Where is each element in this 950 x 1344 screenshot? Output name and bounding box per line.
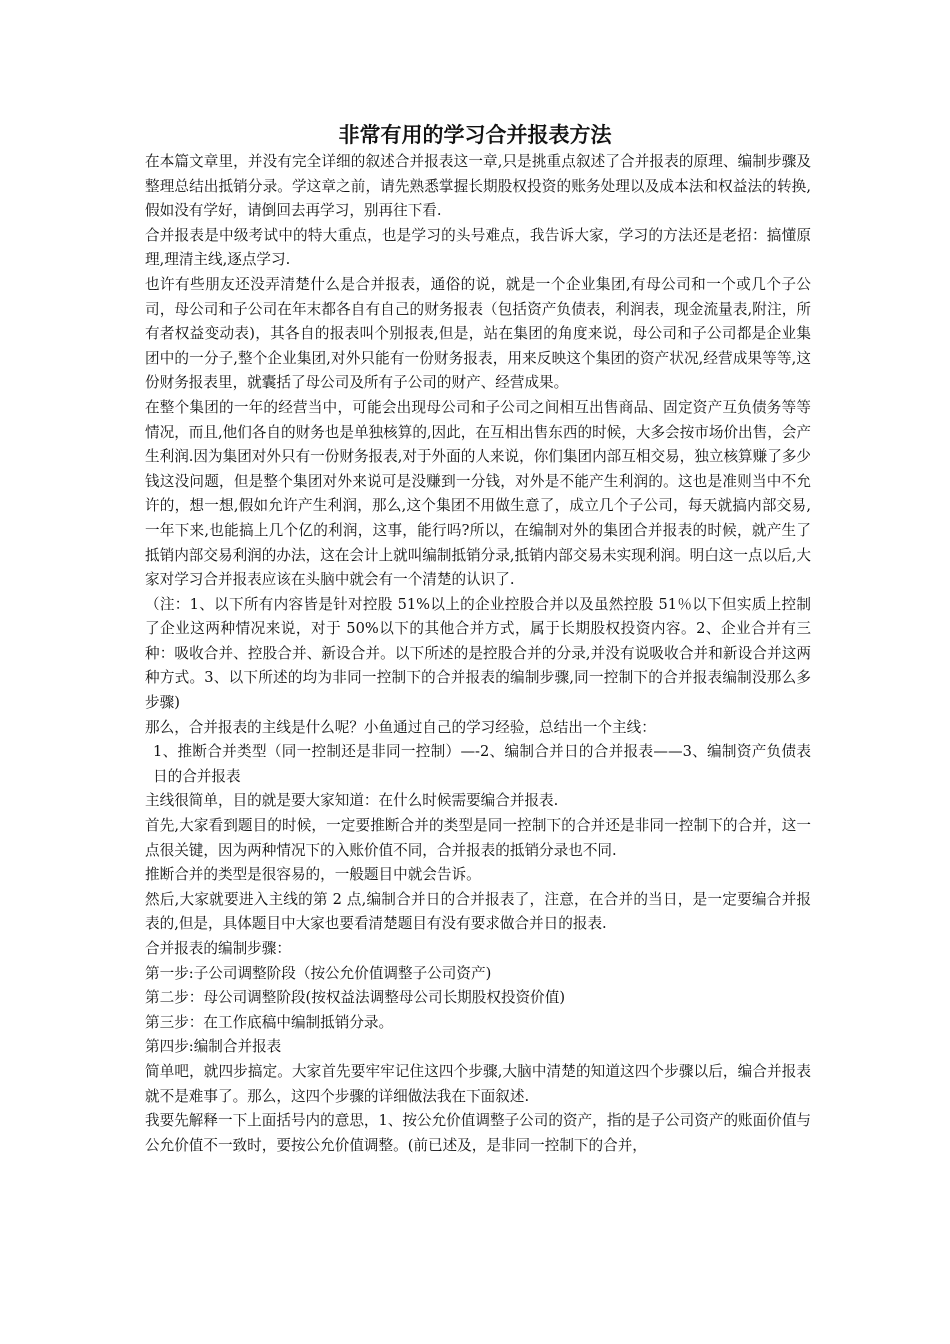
paragraph-steps-heading: 合并报表的编制步骤： bbox=[145, 940, 291, 957]
paragraph-key-point: 合并报表是中级考试中的特大重点，也是学习的头号难点，我告诉大家，学习的方法还是老招：搞懂原理,理清主线,逐点学习. bbox=[145, 226, 811, 269]
document-title: 非常有用的学习合并报表方法 bbox=[338, 123, 612, 147]
paragraph-note: （注：1、以下所有内容皆是针对控股 51%以上的企业控股合并以及虽然控股 51％以下但实质上控制了企业这两种情况来说，对于 50%以下的其他合并方式，属于长期股权投资内容。2、企业合并有三种：吸收合并、控股合并、新设合并。以下所述的是控股合并的分录,并没有说吸收合并和新设合并这两种方式。3、以下所述的均为非同一控制下的合并报表的编制步骤,同一控制下的合并报表编制没那么多步骤) bbox=[145, 595, 811, 712]
paragraph-step-3: 第三步：在工作底稿中编制抵销分录。 bbox=[145, 1013, 394, 1031]
paragraph-judge-easy: 推断合并的类型是很容易的，一般题目中就会告诉。 bbox=[145, 866, 481, 884]
paragraph-step-2: 第二步：母公司调整阶段(按权益法调整母公司长期股权投资价值) bbox=[145, 989, 566, 1007]
paragraph-summary: 简单吧，就四步搞定。大家首先要牢牢记住这四个步骤,大脑中清楚的知道这四个步骤以后，编合并报表就不是难事了。那么，这四个步骤的详细做法我在下面叙述. bbox=[145, 1062, 811, 1105]
paragraph-step-4: 第四步:编制合并报表 bbox=[145, 1038, 282, 1056]
paragraph-main-line-question: 那么，合并报表的主线是什么呢？小鱼通过自己的学习经验，总结出一个主线： bbox=[145, 718, 656, 736]
paragraph-explanation: 我要先解释一下上面括号内的意思，1、按公允价值调整子公司的资产，指的是子公司资产的账面价值与公允价值不一致时，要按公允价值调整。(前已述及，是非同一控制下的合并， bbox=[145, 1112, 812, 1154]
paragraph-internal-trade: 在整个集团的一年的经营当中，可能会出现母公司和子公司之间相互出售商品、固定资产互负债务等等情况，而且,他们各自的财务也是单独核算的,因此，在互相出售东西的时候，大多会按市场价出售，会产生利润.因为集团对外只有一份财务报表,对于外面的人来说，你们集团内部互相交易，独立核算赚了多少钱这没问题，但是整个集团对外来说可是没赚到一分钱，对外是不能产生利润的。这也是准则当中不允许的，想一想,假如允许产生利润，那么,这个集团不用做生意了，成立几个子公司，每天就搞内部交易,一年下来,也能搞上几个亿的利润，这事，能行吗?所以，在编制对外的集团合并报表的时候，就产生了抵销内部交易利润的办法，这在会计上就叫编制抵销分录,抵销内部交易未实现利润。明白这一点以后,大家对学习合并报表应该在头脑中就会有一个清楚的认识了. bbox=[145, 398, 812, 589]
paragraph-judge-type: 首先,大家看到题目的时候，一定要推断合并的类型是同一控制下的合并还是非同一控制下的合并，这一点很关键，因为两种情况下的入账价值不同，合并报表的抵销分录也不同. bbox=[145, 817, 811, 859]
document-body bbox=[145, 150, 811, 1158]
paragraph-definition: 也许有些朋友还没弄清楚什么是合并报表，通俗的说，就是一个企业集团,有母公司和一个或几个子公司，母公司和子公司在年末都各自有自己的财务报表（包括资产负债表，利润表，现金流量表,附注，所有者权益变动表)，其各自的报表叫个别报表,但是，站在集团的角度来说，母公司和子公司都是企业集团中的一分子,整个企业集团,对外只能有一份财务报表，用来反映这个集团的资产状况,经营成果等等,这份财务报表里，就囊括了母公司及所有子公司的财产、经营成果。 bbox=[145, 275, 811, 392]
paragraph-step-1: 第一步:子公司调整阶段（按公允价值调整子公司资产) bbox=[145, 964, 492, 982]
paragraph-merge-date: 然后,大家就要进入主线的第 2 点,编制合并日的合并报表了，注意，在合并的当日，是一定要编合并报表的,但是，具体题目中大家也要看清楚题目有没有要求做合并日的报表. bbox=[145, 890, 811, 933]
paragraph-intro: 在本篇文章里，并没有完全详细的叙述合并报表这一章,只是挑重点叙述了合并报表的原理、编制步骤及整理总结出抵销分录。学这章之前，请先熟悉掌握长期股权投资的账务处理以及成本法和权益法的转换,假如没有学好，请倒回去再学习，别再往下看. bbox=[145, 153, 811, 220]
paragraph-main-line-purpose: 主线很简单，目的就是要大家知道：在什么时候需要编合并报表. bbox=[145, 792, 559, 810]
paragraph-main-line-steps: 1、推断合并类型（同一控制还是非同一控制）—-2、编制合并日的合并报表——3、编制资产负债表日的合并报表 bbox=[153, 743, 811, 785]
